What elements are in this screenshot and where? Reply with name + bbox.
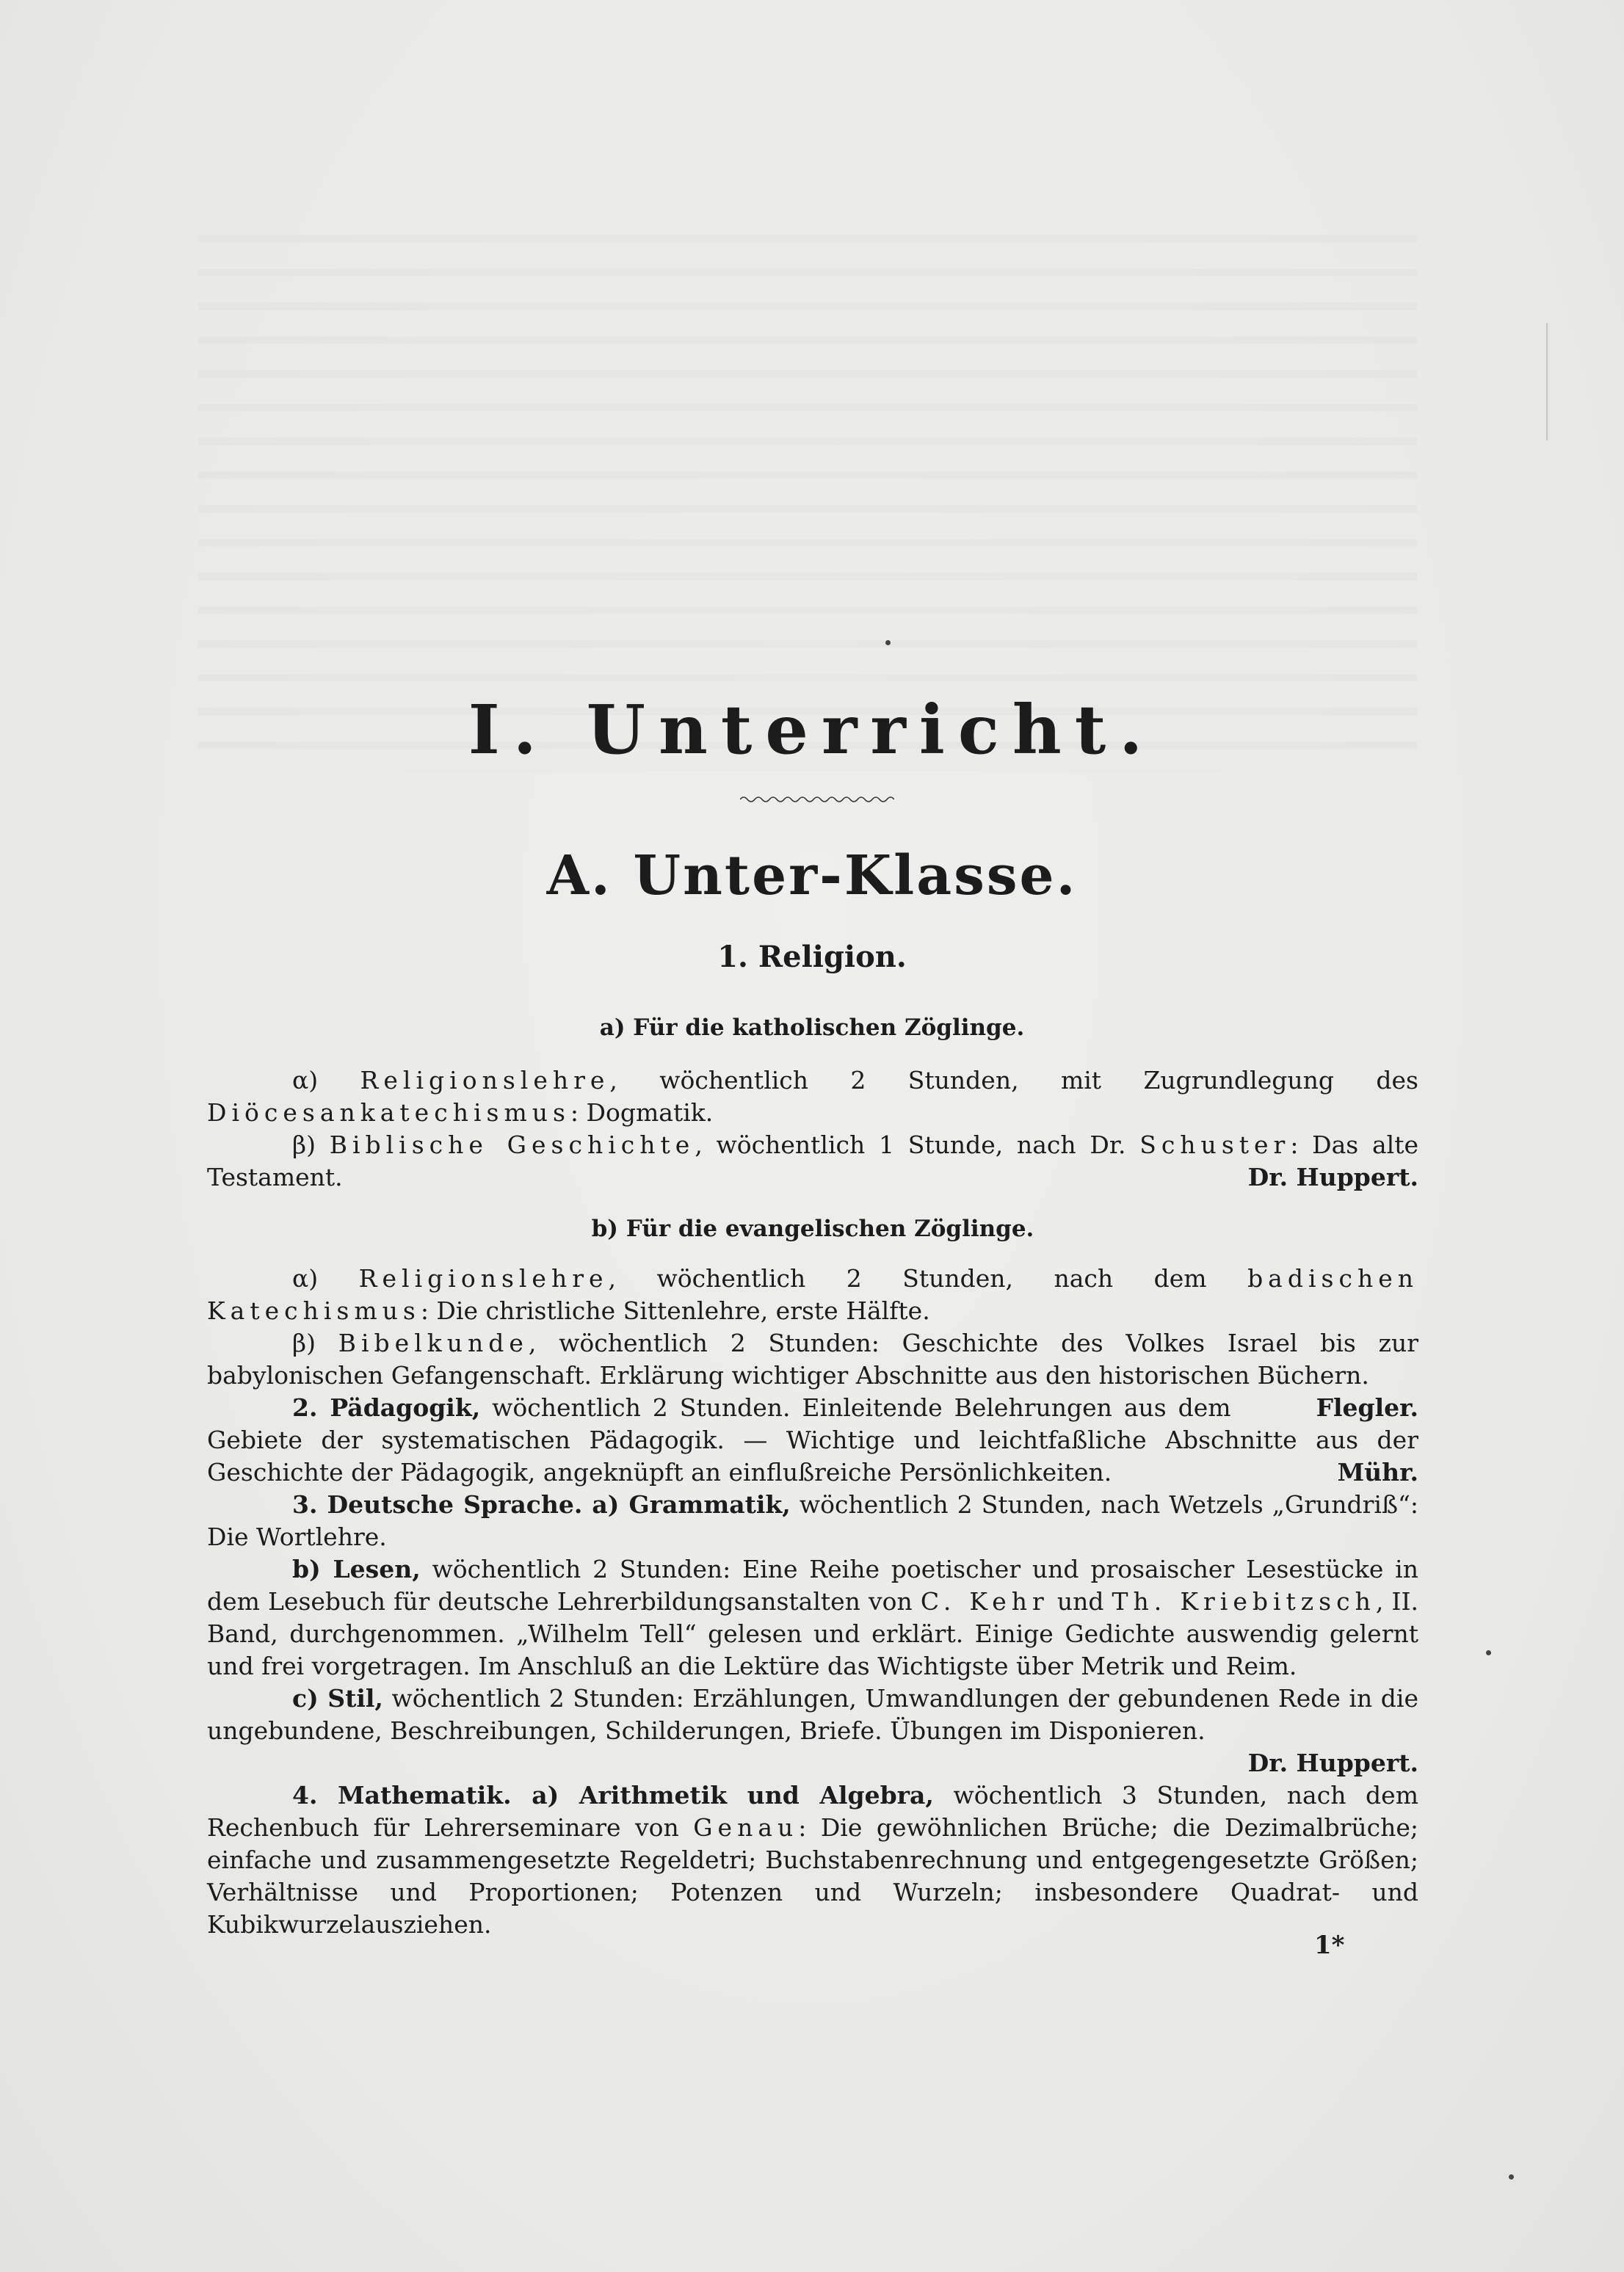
paragraph-mathematik: 4. Mathematik. a) Arithmetik und Algebra, wöchentlich 3 Stunden, nach dem Rechenbuch für Lehrerseminare von Genau: Die gewöhnlichen Brüche; die Dezimalbrüche; einfache und zusammengesetzte Regeldetri; Buchstabenrechnung und entgegengesetzte Größen; Verhältnisse und Proportionen; Potenzen und Wurzeln; insbesondere Quadrat- und Kubikwurzelausziehen. bbox=[207, 1781, 1419, 1939]
teacher-signature: Dr. Huppert. bbox=[1247, 1163, 1418, 1191]
paragraph-kath-alpha: α) Religionslehre, wöchentlich 2 Stunden, mit Zugrundlegung des Diöcesankatechismus: Dogmatik. bbox=[207, 1066, 1418, 1127]
speck bbox=[1486, 1650, 1491, 1655]
bleed-through-text bbox=[198, 213, 1417, 771]
body-text bbox=[207, 1064, 1418, 1941]
paragraph-ev-beta: β) Bibelkunde, wöchentlich 2 Stunden: Geschichte des Volkes Israel bis zur babylonischen Gefangenschaft. Erklärung wichtiger Abschnitte aus den historischen Büchern. Flegler. bbox=[207, 1327, 1418, 1392]
teacher-signature: Mühr. bbox=[1337, 1458, 1418, 1487]
paragraph-deutsch-a: 3. Deutsche Sprache. a) Grammatik, wöchentlich 2 Stunden, nach Wetzels „Grundriß“: Die Wortlehre. bbox=[207, 1490, 1418, 1551]
paragraph-paedagogik: 2. Pädagogik, wöchentlich 2 Stunden. Einleitende Belehrungen aus dem Gebiete der systematischen Pädagogik. — Wichtige und leichtfaßliche Abschnitte aus der Geschichte der Pädagogik, angeknüpft an einflußreiche Persönlichkeiten. Mühr. bbox=[207, 1392, 1418, 1489]
page-edge-mark bbox=[1546, 323, 1548, 440]
evangelical-heading: b) Für die evangelischen Zöglinge. bbox=[591, 1216, 1034, 1242]
page-number: 1* bbox=[1314, 1931, 1345, 1960]
teacher-signature: Dr. Huppert. bbox=[1247, 1749, 1418, 1777]
teacher-signature: Flegler. bbox=[1316, 1393, 1418, 1422]
paragraph-ev-alpha: α) Religionslehre, wöchentlich 2 Stunden, nach dem badischen Katechismus: Die christliche Sittenlehre, erste Hälfte. bbox=[207, 1264, 1418, 1325]
paragraph-kath-beta: β) Biblische Geschichte, wöchentlich 1 Stunde, nach Dr. Schuster: Das alte Testament. Dr. Huppert. bbox=[207, 1129, 1418, 1194]
catholic-heading: a) Für die katholischen Zöglinge. bbox=[599, 1015, 1025, 1041]
section-title: A. Unter-Klasse. bbox=[546, 844, 1078, 907]
paragraph-deutsch-b: b) Lesen, wöchentlich 2 Stunden: Eine Reihe poetischer und prosaischer Lesestücke in dem Lesebuch für deutsche Lehrerbildungsanstalten von C. Kehr und Th. Kriebitzsch, II. Band, durchgenommen. „Wilhelm Tell“ gelesen und erklärt. Einige Gedichte auswendig gelernt und frei vorgetragen. Im Anschluß an die Lektüre das Wichtigste über Metrik und Reim. bbox=[207, 1555, 1418, 1680]
speck bbox=[1509, 2174, 1514, 2180]
paragraph-deutsch-c: c) Stil, wöchentlich 2 Stunden: Erzählungen, Umwandlungen der gebundenen Rede in die ungebundene, Beschreibungen, Schilderungen, Briefe. Übungen im Disponieren. bbox=[207, 1684, 1418, 1745]
wavy-divider bbox=[740, 794, 894, 805]
subject-title: 1. Religion. bbox=[717, 940, 907, 974]
main-title: I. Unterricht. bbox=[468, 690, 1156, 769]
speck bbox=[885, 640, 891, 645]
